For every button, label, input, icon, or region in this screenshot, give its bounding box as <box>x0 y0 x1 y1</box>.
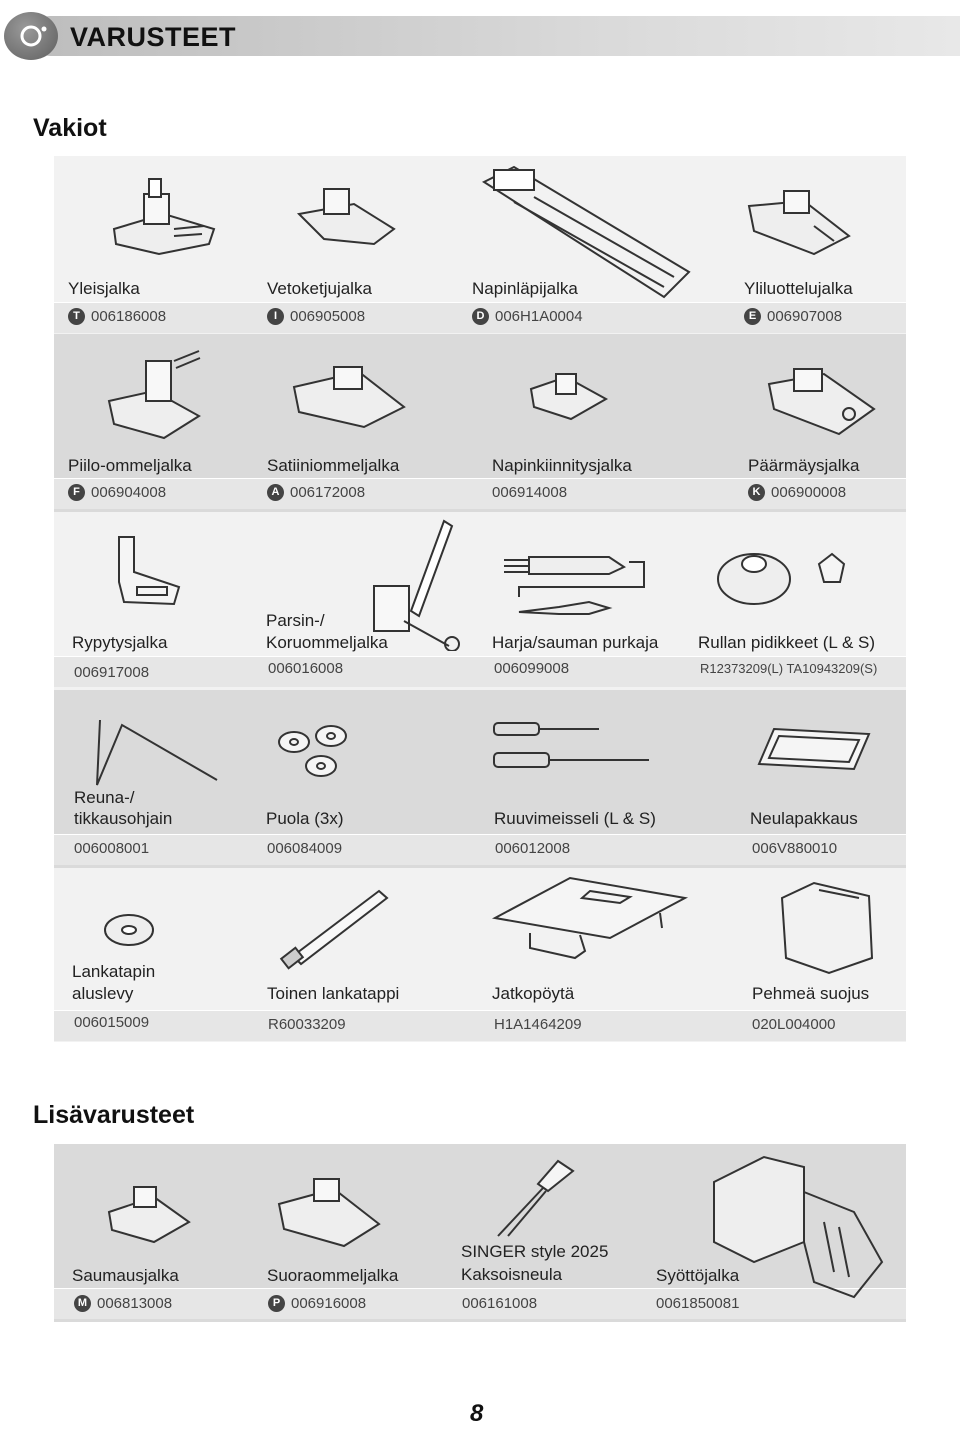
item-badge: I <box>267 308 284 325</box>
needle-pack-icon <box>754 724 874 774</box>
item-name-line-2: tikkausohjain <box>74 809 173 828</box>
overcasting-foot-icon <box>744 186 854 261</box>
hemmer-foot-icon <box>764 364 879 439</box>
item-name: Syöttöjalka <box>656 1266 740 1285</box>
item-code: R60033209 <box>268 1016 346 1033</box>
item-code: 006161008 <box>462 1295 538 1312</box>
item-badge: F <box>68 484 85 501</box>
seam-foot-icon <box>104 1182 194 1247</box>
accessory-row-3 <box>54 512 906 690</box>
item-name: Napinläpijalka <box>472 279 578 298</box>
item-name: Vetoketjujalka <box>267 279 372 298</box>
bobbins-icon <box>276 718 356 788</box>
item-badge: K <box>748 484 765 501</box>
satin-foot-icon <box>289 362 409 432</box>
brush-seam-ripper-icon <box>499 542 659 632</box>
item-name: Harja/sauman purkaja <box>492 633 659 652</box>
item-name: Yleisjalka <box>68 279 140 298</box>
presser-foot-icon <box>104 174 224 269</box>
item-name: Satiiniommeljalka <box>267 456 400 475</box>
accessory-row-4 <box>54 690 906 868</box>
spool-holders-icon <box>714 534 864 609</box>
page-header <box>0 12 960 60</box>
item-code: 006V880010 <box>752 840 838 857</box>
item-name: Puola (3x) <box>266 809 344 828</box>
spool-pin-icon <box>279 886 389 971</box>
page-number: 8 <box>470 1400 484 1427</box>
item-badge: D <box>472 308 489 325</box>
darning-foot-icon <box>364 516 464 651</box>
item-name: Saumausjalka <box>72 1266 179 1285</box>
item-code: 006914008 <box>492 484 568 501</box>
accessory-row-1 <box>54 156 906 334</box>
section-title-optional: Lisävarusteet <box>33 1101 195 1129</box>
item-code: K 006900008 <box>748 484 846 501</box>
item-name: Yliluottelujalka <box>744 279 853 298</box>
item-name: Toinen lankatappi <box>267 984 400 1003</box>
item-code: P 006916008 <box>268 1295 366 1312</box>
item-badge: M <box>74 1295 91 1312</box>
item-name: Rullan pidikkeet (L & S) <box>698 633 876 652</box>
item-code: R12373209(L) TA10943209(S) <box>700 661 878 676</box>
button-sewing-foot-icon <box>526 369 611 429</box>
item-code: F 006904008 <box>68 484 166 501</box>
screwdrivers-icon <box>489 718 659 778</box>
item-name-line-1: Lankatapin <box>72 962 156 981</box>
item-badge: A <box>267 484 284 501</box>
blind-hem-foot-icon <box>104 346 214 446</box>
item-name: Ruuvimeisseli (L & S) <box>494 809 656 828</box>
item-name: Jatkopöytä <box>492 984 575 1003</box>
item-name: Piilo-ommeljalka <box>68 456 192 475</box>
item-code: 006012008 <box>495 840 571 857</box>
item-code: I 006905008 <box>267 308 365 325</box>
item-code: A 006172008 <box>267 484 365 501</box>
item-code: 006008001 <box>74 840 150 857</box>
soft-cover-icon <box>774 878 879 978</box>
item-name-line-1: Reuna-/ <box>74 788 135 807</box>
item-name: Rypytysjalka <box>72 633 168 652</box>
item-code: 006917008 <box>74 664 150 681</box>
zipper-foot-icon <box>294 184 404 259</box>
section-title-standard: Vakiot <box>33 114 107 142</box>
page-title: VARUSTEET <box>70 22 237 52</box>
item-code: 006099008 <box>494 660 570 677</box>
item-code: D 006H1A0004 <box>472 308 583 325</box>
item-code: 006084009 <box>267 840 343 857</box>
walking-foot-icon <box>704 1152 889 1312</box>
item-code: 020L004000 <box>752 1016 836 1033</box>
extension-table-icon <box>490 873 690 968</box>
item-code: M 006813008 <box>74 1295 172 1312</box>
header-emblem-icon <box>4 12 58 60</box>
straight-stitch-foot-icon <box>274 1174 384 1254</box>
item-code: H1A1464209 <box>494 1016 582 1033</box>
optional-accessories-panel <box>54 1144 906 1322</box>
item-name-line-2: Kaksoisneula <box>461 1265 563 1284</box>
item-badge: T <box>68 308 85 325</box>
item-badge: P <box>268 1295 285 1312</box>
item-name: Päärmäysjalka <box>748 456 860 475</box>
item-name: Napinkiinnitysjalka <box>492 456 632 475</box>
item-code: E 006907008 <box>744 308 842 325</box>
item-name: Suoraommeljalka <box>267 1266 399 1285</box>
item-code: 0061850081 <box>656 1295 740 1312</box>
item-name-line-2: Koruommeljalka <box>266 633 388 652</box>
item-name: Pehmeä suojus <box>752 984 870 1003</box>
item-code: 006015009 <box>74 1014 150 1031</box>
item-name-line-2: aluslevy <box>72 984 134 1003</box>
item-name-line-1: SINGER style 2025 <box>461 1242 609 1261</box>
gathering-foot-icon <box>109 532 189 612</box>
item-code: T 006186008 <box>68 308 166 325</box>
item-name: Neulapakkaus <box>750 809 858 828</box>
accessory-row-2 <box>54 334 906 512</box>
twin-needle-icon <box>488 1156 578 1241</box>
standard-accessories-panel <box>54 156 906 1042</box>
item-name-line-1: Parsin-/ <box>266 611 325 630</box>
spool-felt-icon <box>102 910 157 950</box>
accessory-row-optional <box>54 1144 906 1322</box>
accessory-row-5 <box>54 868 906 1042</box>
edge-guide-icon <box>92 715 222 795</box>
item-badge: E <box>744 308 761 325</box>
item-code: 006016008 <box>268 660 344 677</box>
